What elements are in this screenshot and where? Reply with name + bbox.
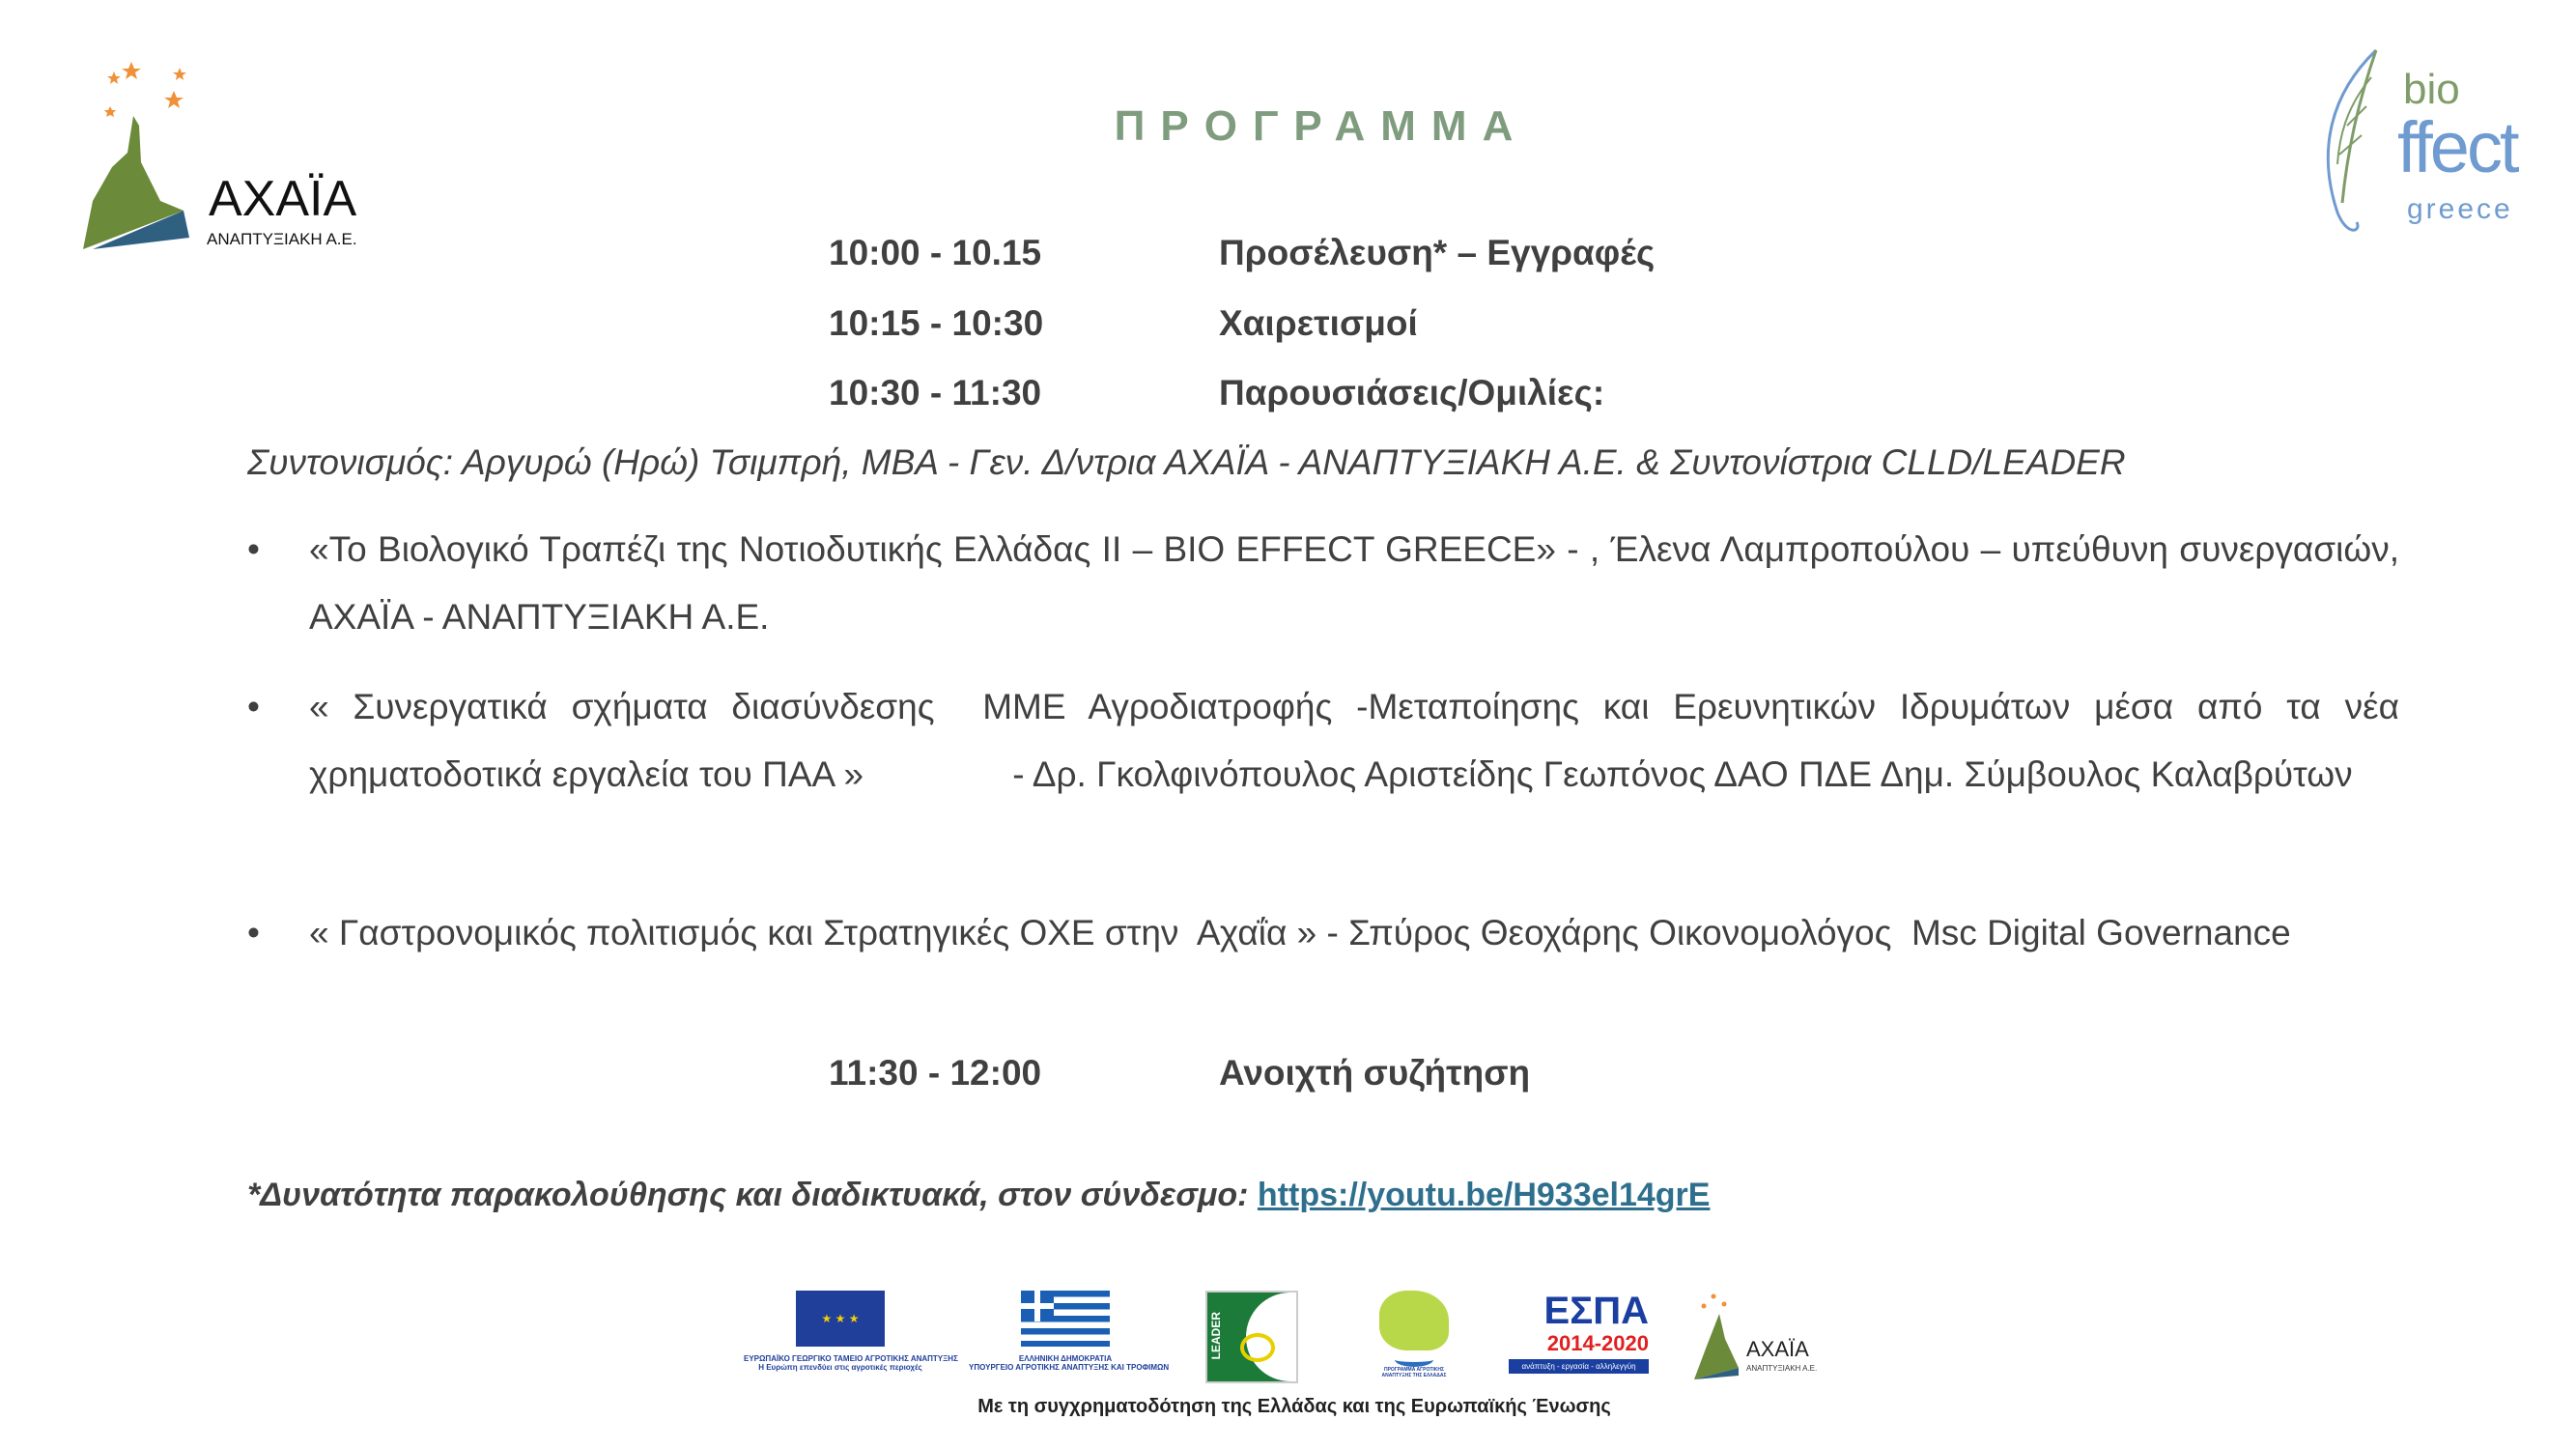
espa-years: 2014-2020 <box>1546 1331 1649 1355</box>
achaia-logo-name: ΑΧΑΪΑ <box>209 171 357 227</box>
paa-caption: ΠΡΟΓΡΑΜΜΑ ΑΓΡΟΤΙΚΗΣ ΑΝΑΠΤΥΞΗΣ ΤΗΣ ΕΛΛΑΔΑΣ <box>1381 1367 1447 1378</box>
achaia-mountain-icon <box>1692 1291 1741 1379</box>
leader-leaf-icon <box>1240 1333 1275 1362</box>
tree-icon <box>1379 1291 1449 1350</box>
schedule-label: Παρουσιάσεις/Ομιλίες: <box>1219 373 1605 412</box>
achaia-footer-subtitle: ΑΝΑΠΤΥΞΙΑΚΗ Α.Ε. <box>1746 1364 1818 1373</box>
achaia-footer-logo <box>1692 1291 1837 1387</box>
page-title: ΠΡΟΓΡΑΜΜΑ <box>1114 102 1529 150</box>
logo-greece: greece <box>2407 193 2513 225</box>
youtube-link[interactable]: https://youtu.be/H933el14grE <box>1257 1177 1711 1213</box>
greek-flag-icon <box>1021 1291 1110 1347</box>
greek-ministry-logo <box>969 1291 1170 1387</box>
paa-logo <box>1370 1291 1458 1387</box>
talk-item <box>247 673 2410 809</box>
bullet-icon: • <box>247 687 260 726</box>
cofinancing-caption: Με τη συγχρηματοδότηση της Ελλάδας και της Ευρωπαϊκής Ένωσης <box>977 1396 1611 1417</box>
achaia-logo <box>83 56 373 254</box>
bullet-icon: • <box>247 529 260 569</box>
talk-text: « Συνεργατικά σχήματα διασύνδεσης ΜΜΕ Αγροδιατροφής -Μεταποίησης και Ερευνητικών Ιδρυμάτων μέσα από τα νέα χρηματοδοτικά εργαλεία του ΠΑΑ » - Δρ. Γκολφινόπουλος Αριστείδης Γεωπόνος ΔΑΟ ΠΔΕ Δημ. Σύμβουλος Καλαβρύτων <box>309 687 2410 794</box>
logo-bio: bio <box>2403 66 2460 113</box>
leader-text: LEADER <box>1209 1312 1223 1360</box>
schedule-label: Χαιρετισμοί <box>1219 303 1418 343</box>
eu-flag-icon: ★ ★ ★ <box>796 1291 885 1347</box>
logo-ffect: ffect <box>2397 107 2517 187</box>
eafrd-logo <box>744 1291 958 1387</box>
espa-slogan: ανάπτυξη - εργασία - αλληλεγγύη <box>1509 1359 1649 1374</box>
schedule-time: 10:30 - 11:30 <box>829 373 1042 412</box>
bullet-icon: • <box>247 913 260 952</box>
achaia-logo-subtitle: ΑΝΑΠΤΥΞΙΑΚΗ Α.Ε. <box>207 230 357 248</box>
talk-text: «Το Βιολογικό Τραπέζι της Νοτιοδυτικής Ελλάδας ΙΙ – BIO EFFECT GREECE» - , Έλενα Λαμπροπούλου – υπεύθυνη συνεργασιών, ΑΧΑΪΑ - ΑΝΑΠΤΥΞΙΑΚΗ Α.Ε. <box>309 529 2399 637</box>
achaia-footer-name: ΑΧΑΪΑ <box>1746 1337 1809 1361</box>
closing-time: 11:30 - 12:00 <box>829 1053 1042 1093</box>
online-note-text: *Δυνατότητα παρακολούθησης και διαδικτυακά, στον σύνδεσμο: <box>247 1177 1258 1213</box>
eu-caption-2: Η Ευρώπη επενδύει στις αγροτικές περιοχές <box>758 1363 922 1372</box>
online-note <box>247 1177 1710 1214</box>
leader-logo <box>1205 1291 1298 1383</box>
eu-caption: ΕΥΡΩΠΑΪΚΟ ΓΕΩΡΓΙΚΟ ΤΑΜΕΙΟ ΑΓΡΟΤΙΚΗΣ ΑΝΑΠΤΥΞΗΣ <box>744 1354 958 1363</box>
schedule-label: Προσέλευση* – Εγγραφές <box>1219 233 1656 272</box>
talk-item <box>247 516 2399 651</box>
talk-text: « Γαστρονομικός πολιτισμός και Στρατηγικές ΟΧΕ στην Αχαΐα » - Σπύρος Θεοχάρης Οικονομολόγος Msc Digital Governance <box>309 913 2291 952</box>
espa-text: ΕΣΠΑ <box>1543 1290 1649 1332</box>
closing-label: Ανοιχτή συζήτηση <box>1219 1053 1531 1093</box>
espa-logo <box>1509 1291 1649 1387</box>
coordinator-line: Συντονισμός: Αργυρώ (Ηρώ) Τσιμπρή, ΜΒΑ - Γεν. Δ/ντρια ΑΧΑΪΑ - ΑΝΑΠΤΥΞΙΑΚΗ Α.Ε. & Συντονίστρια CLLD/LEADER <box>247 442 2126 482</box>
schedule-time: 10:15 - 10:30 <box>829 303 1044 343</box>
gr-caption: ΕΛΛΗΝΙΚΗ ΔΗΜΟΚΡΑΤΙΑ <box>1018 1354 1113 1363</box>
talk-item <box>247 899 2399 967</box>
schedule-time: 10:00 - 10.15 <box>829 233 1042 272</box>
gr-caption-2: ΥΠΟΥΡΓΕΙΟ ΑΓΡΟΤΙΚΗΣ ΑΝΑΠΤΥΞΗΣ ΚΑΙ ΤΡΟΦΙΜΩΝ <box>969 1363 1170 1372</box>
